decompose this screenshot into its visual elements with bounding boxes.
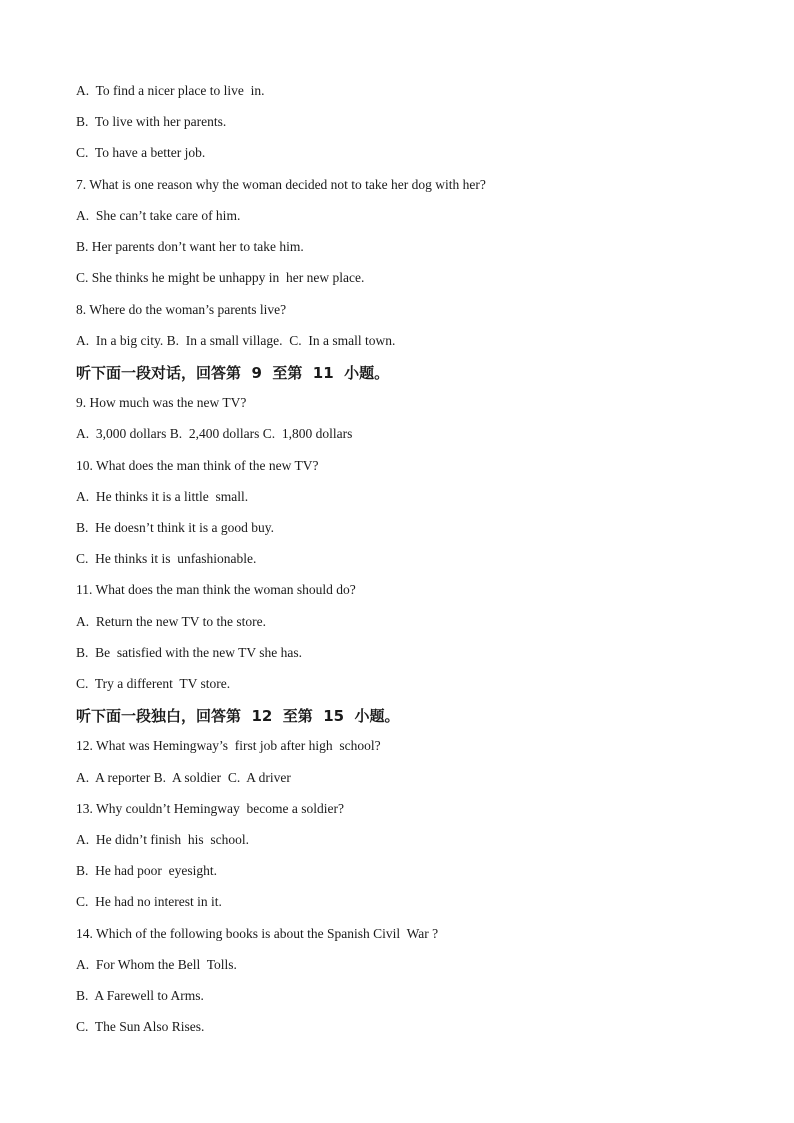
option-q14-b: B. A Farewell to Arms.: [76, 988, 204, 1003]
question-10: 10. What does the man think of the new TV?: [76, 458, 319, 473]
option-q13-c: C. He had no interest in it.: [76, 894, 222, 909]
option-q7-a: A. She can’t take care of him.: [76, 208, 241, 223]
question-13: 13. Why couldn’t Hemingway become a soldier?: [76, 801, 344, 816]
option-q14-a: A. For Whom the Bell Tolls.: [76, 957, 237, 972]
option-q10-c: C. He thinks it is unfashionable.: [76, 551, 257, 566]
options-q8: A. In a big city. B. In a small village. C. In a small town.: [76, 333, 396, 348]
options-q9: A. 3,000 dollars B. 2,400 dollars C. 1,800 dollars: [76, 426, 353, 441]
section-heading-monologue: 听下面一段独白，回答第 12 至第 15 小题。: [76, 707, 400, 725]
option-q13-b: B. He had poor eyesight.: [76, 863, 217, 878]
options-q12: A. A reporter B. A soldier C. A driver: [76, 770, 291, 785]
question-7: 7. What is one reason why the woman decided not to take her dog with her?: [76, 177, 486, 192]
option-q10-b: B. He doesn’t think it is a good buy.: [76, 520, 274, 535]
option-q11-b: B. Be satisfied with the new TV she has.: [76, 645, 302, 660]
question-12: 12. What was Hemingway’s first job after high school?: [76, 738, 381, 753]
option-q13-a: A. He didn’t finish his school.: [76, 832, 249, 847]
option-q7-c: C. She thinks he might be unhappy in her new place.: [76, 270, 365, 285]
question-9: 9. How much was the new TV?: [76, 395, 247, 410]
question-8: 8. Where do the woman’s parents live?: [76, 302, 287, 317]
option-q6-c: C. To have a better job.: [76, 145, 206, 160]
option-q14-c: C. The Sun Also Rises.: [76, 1019, 205, 1034]
option-q6-b: B. To live with her parents.: [76, 114, 227, 129]
option-q6-a: A. To find a nicer place to live in.: [76, 83, 265, 98]
option-q11-a: A. Return the new TV to the store.: [76, 614, 266, 629]
question-11: 11. What does the man think the woman should do?: [76, 582, 356, 597]
question-14: 14. Which of the following books is about the Spanish Civil War ?: [76, 926, 439, 941]
option-q11-c: C. Try a different TV store.: [76, 676, 231, 691]
option-q7-b: B. Her parents don’t want her to take him.: [76, 239, 304, 254]
section-heading-dialogue: 听下面一段对话，回答第 9 至第 11 小题。: [76, 364, 390, 382]
option-q10-a: A. He thinks it is a little small.: [76, 489, 249, 504]
